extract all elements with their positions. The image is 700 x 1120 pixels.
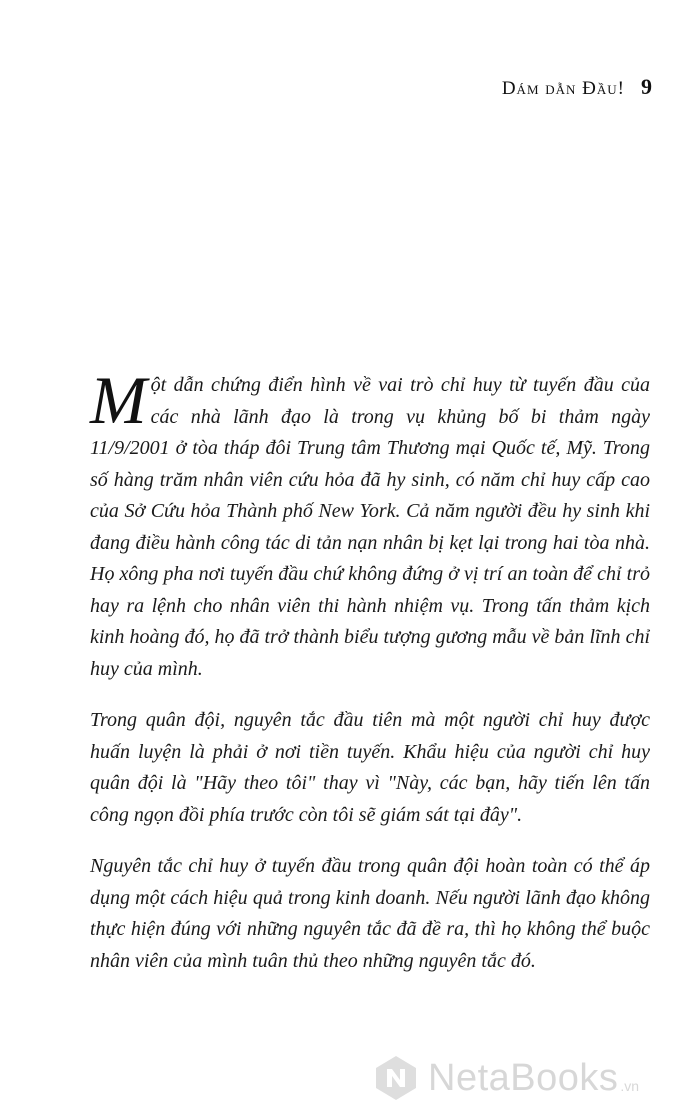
watermark	[372, 1054, 639, 1102]
watermark-brand: NetaBooks	[428, 1056, 619, 1099]
netabooks-logo-icon	[372, 1054, 420, 1102]
watermark-domain: .vn	[620, 1078, 640, 1094]
running-title: Dám dẫn Đầu!	[501, 78, 625, 99]
page-number: 9	[641, 74, 652, 99]
paragraph-3: Nguyên tắc chỉ huy ở tuyến đầu trong quân đội hoàn toàn có thể áp dụng một cách hiệu quả trong kinh doanh. Nếu người lãnh đạo không thực hiện đúng với những nguyên tắc đã đề ra, thì họ không thể buộc nhân viên của mình tuân thủ theo những nguyên tắc đó.	[90, 855, 650, 972]
running-header	[502, 74, 652, 100]
paragraph-1-text: ột dẫn chứng điển hình về vai trò chỉ huy từ tuyến đầu của các nhà lãnh đạo là trong vụ khủng bố bi thảm ngày 11/9/2001 ở tòa tháp đôi Trung tâm Thương mại Quốc tế, Mỹ. Trong số hàng trăm nhân viên cứu hỏa đã hy sinh, có năm chỉ huy cấp cao của Sở Cứu hỏa Thành phố New York. Cả năm người đều hy sinh khi đang điều hành công tác di tản nạn nhân bị kẹt lại trong hai tòa nhà. Họ xông pha nơi tuyến đầu chứ không đứng ở vị trí an toàn để chỉ trỏ hay ra lệnh cho nhân viên thi hành nhiệm vụ. Trong tấn thảm kịch kinh hoàng đó, họ đã trở thành biểu tượng gương mẫu về bản lĩnh chỉ huy của mình.	[90, 374, 650, 680]
body-text	[90, 362, 650, 997]
paragraph-1	[90, 362, 650, 685]
paragraph-2: Trong quân đội, nguyên tắc đầu tiên mà một người chỉ huy được huấn luyện là phải ở nơi tiền tuyến. Khẩu hiệu của người chỉ huy quân đội là "Hãy theo tôi" thay vì "Này, các bạn, hãy tiến lên tấn công ngọn đồi phía trước còn tôi sẽ giám sát tại đây".	[90, 709, 650, 826]
drop-cap: M	[90, 362, 147, 438]
